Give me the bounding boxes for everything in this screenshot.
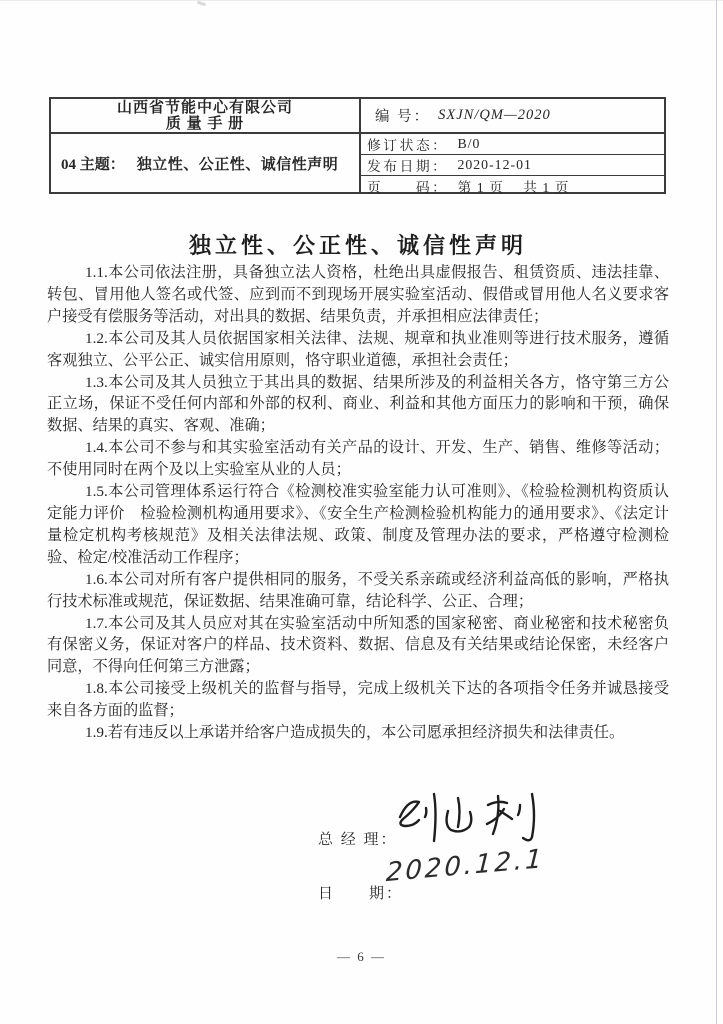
declaration-paragraph: 1.3.本公司及其人员独立于其出具的数据、结果所涉及的利益相关各方，恪守第三方公正立场，保证不受任何内部和外部的权利、商业、利益和其他方面压力的影响和干预，确保数据、结果的真实、客观、准确； <box>47 373 669 435</box>
issue-date-value: 2020-12-01 <box>457 157 532 172</box>
declaration-paragraph: 1.1.本公司依法注册，具备独立法人资格，杜绝出具虚假报告、租赁资质、违法挂靠、转包、冒用他人签名或代签、应到而不到现场开展实验室活动、假借或冒用他人名义要求客户接受有偿服务等活动，对出具的数据、结果负责，并承担相应法律责任； <box>47 264 669 325</box>
doc-number-cell <box>361 99 664 134</box>
revision-label: 修订状态： <box>367 138 449 153</box>
declaration-paragraph: 1.7.本公司及其人员应对其在实验室活动中所知悉的国家秘密、商业秘密和技术秘密负有保密义务，保证对客户的样品、技术资料、数据、信息及有关结果或结论保密，未经客户同意，不得向任何第三方泄露； <box>47 614 669 676</box>
page-number-label: 页 码： <box>367 180 449 195</box>
revision-value: B/0 <box>457 136 481 151</box>
scan-speck-artifact <box>197 1 206 7</box>
declaration-body <box>47 262 669 744</box>
declaration-paragraph: 1.5.本公司管理体系运行符合《检测校准实验室能力认可准则》、《检验检测机构资质认定能力评价 检验检测机构通用要求》、《安全生产检测检验机构能力的通用要求》、《法定计量检定机构考核规范》及相关法律法规、政策、制度及管理办法的要求，严格遵守检测检验、检定/校准活动工作程序； <box>47 483 669 566</box>
company-name: 山西省节能中心有限公司 <box>116 99 293 116</box>
document-title: 独立性、公正性、诚信性声明 <box>188 233 527 258</box>
topic-label: 04 主题： <box>61 156 125 173</box>
date-label: 日 期： <box>318 886 404 902</box>
issue-date-label: 发布日期： <box>367 159 449 174</box>
company-title-cell <box>51 99 361 134</box>
topic-cell <box>51 134 361 192</box>
declaration-paragraph: 1.9.若有违反以上承诺并给客户造成损失的，本公司愿承担经济损失和法律责任。 <box>85 724 625 742</box>
doc-number-label: 编 号： <box>375 109 431 125</box>
document-header-table <box>49 97 666 194</box>
meta-cell <box>361 134 664 195</box>
revision-row <box>361 134 664 155</box>
scan-edge-artifact <box>0 0 723 1</box>
scan-edge-artifact <box>716 0 717 1024</box>
declaration-paragraph: 1.2.本公司及其人员依据国家相关法律、法规、规章和执业准则等进行技术服务，遵循客观独立、公平公正、诚实信用原则，恪守职业道德，承担社会责任； <box>47 329 669 369</box>
topic-text: 独立性、公正性、诚信性声明 <box>136 156 339 173</box>
declaration-paragraph: 1.4.本公司不参与和其实验室活动有关产品的设计、开发、生产、销售、维修等活动；不使用同时在两个及以上实验室从业的人员； <box>47 439 669 479</box>
page-number-value: 第 1 页 共 1 页 <box>457 180 570 195</box>
issue-date-row <box>361 155 664 176</box>
page-footer-number: — 6 — <box>337 949 386 964</box>
handwritten-date: 2020.12.1 <box>385 843 546 889</box>
manual-name: 质 量 手 册 <box>165 115 245 132</box>
doc-number-value: SXJN/QM—2020 <box>438 107 551 123</box>
declaration-paragraph: 1.6.本公司对所有客户提供相同的服务，不受关系亲疏或经济利益高低的影响，严格执行技术标准或规范，保证数据、结果准确可靠，结论科学、公正、合理； <box>47 570 669 610</box>
page-number-row <box>361 176 664 196</box>
general-manager-label: 总 经 理： <box>318 832 398 848</box>
declaration-paragraph: 1.8.本公司接受上级机关的监督与指导，完成上级机关下达的各项指令任务并诚恳接受来自各方面的监督； <box>47 680 669 720</box>
